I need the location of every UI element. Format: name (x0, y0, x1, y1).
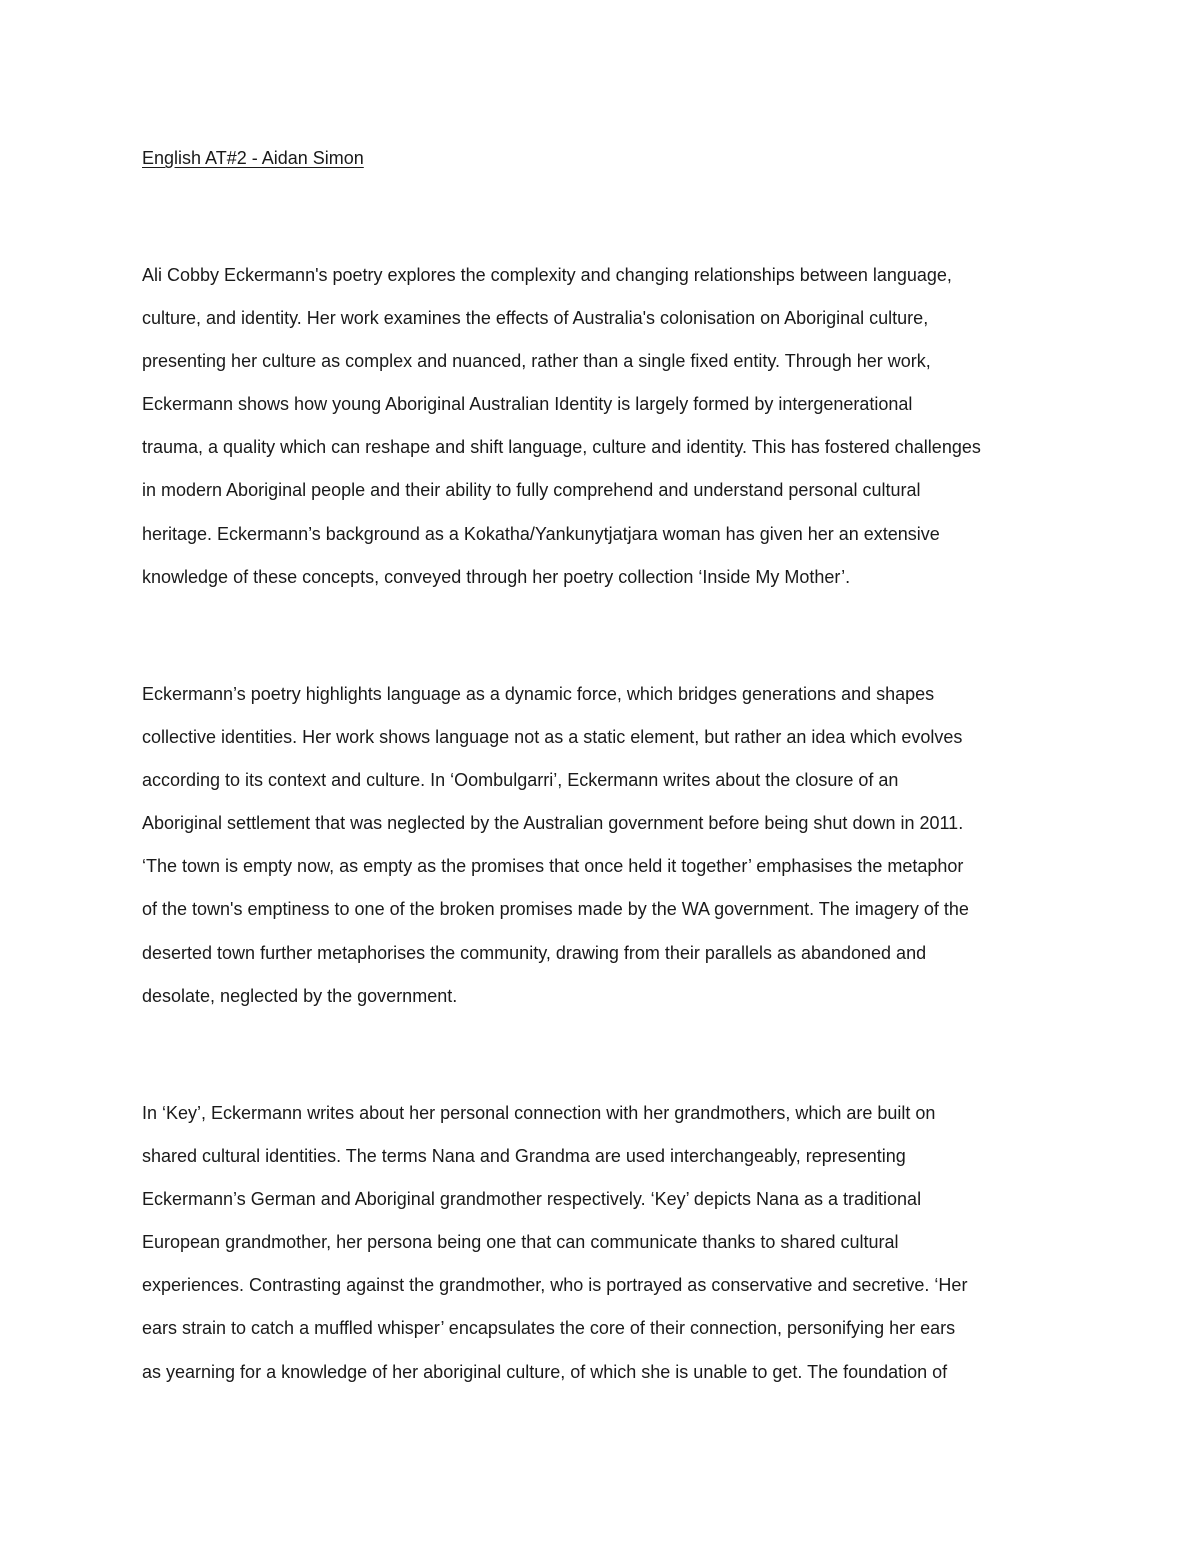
paragraph-key (142, 1101, 1072, 1403)
text-line: according to its context and culture. In ‘Oombulgarri’, Eckermann writes about the closure of an (142, 770, 899, 791)
text-line: experiences. Contrasting against the grandmother, who is portrayed as conservative and secretive. ‘Her (142, 1275, 968, 1296)
document-title: English AT#2 - Aidan Simon (142, 148, 364, 168)
text-line: presenting her culture as complex and nuanced, rather than a single fixed entity. Through her work, (142, 351, 931, 372)
text-line: in modern Aboriginal people and their ability to fully comprehend and understand personal cultural (142, 480, 921, 501)
paragraph-intro (142, 263, 1072, 608)
text-line: knowledge of these concepts, conveyed through her poetry collection ‘Inside My Mother’. (142, 566, 851, 587)
text-line: Aboriginal settlement that was neglected by the Australian government before being shut down in 2011. (142, 813, 964, 834)
paragraph-oombulgarri (142, 682, 1072, 1027)
text-line: heritage. Eckermann’s background as a Kokatha/Yankunytjatjara woman has given her an extensive (142, 523, 940, 544)
text-line: European grandmother, her persona being one that can communicate thanks to shared cultural (142, 1232, 899, 1253)
text-line: ears strain to catch a muffled whisper’ encapsulates the core of their connection, personifying her ears (142, 1318, 956, 1339)
text-line: culture, and identity. Her work examines the effects of Australia's colonisation on Aboriginal culture, (142, 308, 929, 329)
text-line: trauma, a quality which can reshape and shift language, culture and identity. This has fostered challenges (142, 437, 981, 458)
text-line: deserted town further metaphorises the community, drawing from their parallels as abandoned and (142, 942, 927, 963)
text-line: desolate, neglected by the government. (142, 985, 458, 1006)
text-line: ‘The town is empty now, as empty as the promises that once held it together’ emphasises the metaphor (142, 856, 964, 877)
text-line: shared cultural identities. The terms Nana and Grandma are used interchangeably, representing (142, 1146, 906, 1167)
text-line: collective identities. Her work shows language not as a static element, but rather an idea which evolves (142, 727, 963, 748)
text-line: Eckermann’s German and Aboriginal grandmother respectively. ‘Key’ depicts Nana as a traditional (142, 1189, 922, 1210)
text-line: Eckermann’s poetry highlights language as a dynamic force, which bridges generations and shapes (142, 684, 935, 704)
text-line: as yearning for a knowledge of her aboriginal culture, of which she is unable to get. The foundation of (142, 1361, 948, 1382)
text-line: In ‘Key’, Eckermann writes about her personal connection with her grandmothers, which are built on (142, 1103, 936, 1123)
text-line: of the town's emptiness to one of the broken promises made by the WA government. The imagery of the (142, 899, 969, 920)
text-line: Ali Cobby Eckermann's poetry explores the complexity and changing relationships between language, (142, 265, 952, 285)
text-line: Eckermann shows how young Aboriginal Australian Identity is largely formed by intergenerational (142, 394, 913, 415)
